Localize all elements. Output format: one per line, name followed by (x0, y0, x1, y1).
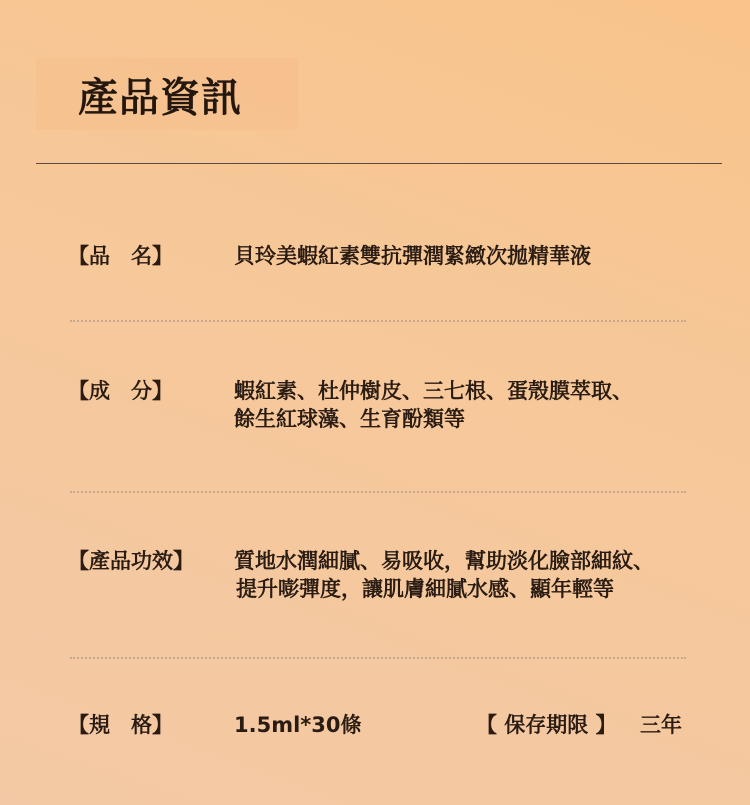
efficacy-line-2: 提升嘭彈度，讓肌膚細膩水感、顯年輕等 (236, 577, 614, 601)
product-name-label: 【品 名】 (68, 244, 173, 268)
shelf-life-value: 三年 (640, 713, 682, 737)
spec-value: 1.5ml*30條 (234, 713, 362, 737)
efficacy-label: 【產品功效】 (68, 549, 194, 573)
product-name-value: 貝玲美蝦紅素雙抗彈潤緊緻次拋精華液 (234, 244, 591, 268)
row-divider (70, 657, 686, 659)
spec-label: 【規 格】 (68, 713, 173, 737)
ingredients-line-2: 餘生紅球藻、生育酚類等 (234, 407, 465, 431)
ingredients-label: 【成 分】 (68, 379, 173, 403)
title-divider (36, 163, 722, 164)
row-divider (70, 491, 686, 493)
page-title: 產品資訊 (78, 75, 242, 121)
shelf-life-label: 【 保存期限 】 (476, 713, 617, 737)
ingredients-line-1: 蝦紅素、杜仲樹皮、三七根、蛋殼膜萃取、 (234, 379, 633, 403)
efficacy-line-1: 質地水潤細膩、易吸收，幫助淡化臉部細紋、 (234, 549, 654, 573)
row-divider (70, 320, 686, 322)
